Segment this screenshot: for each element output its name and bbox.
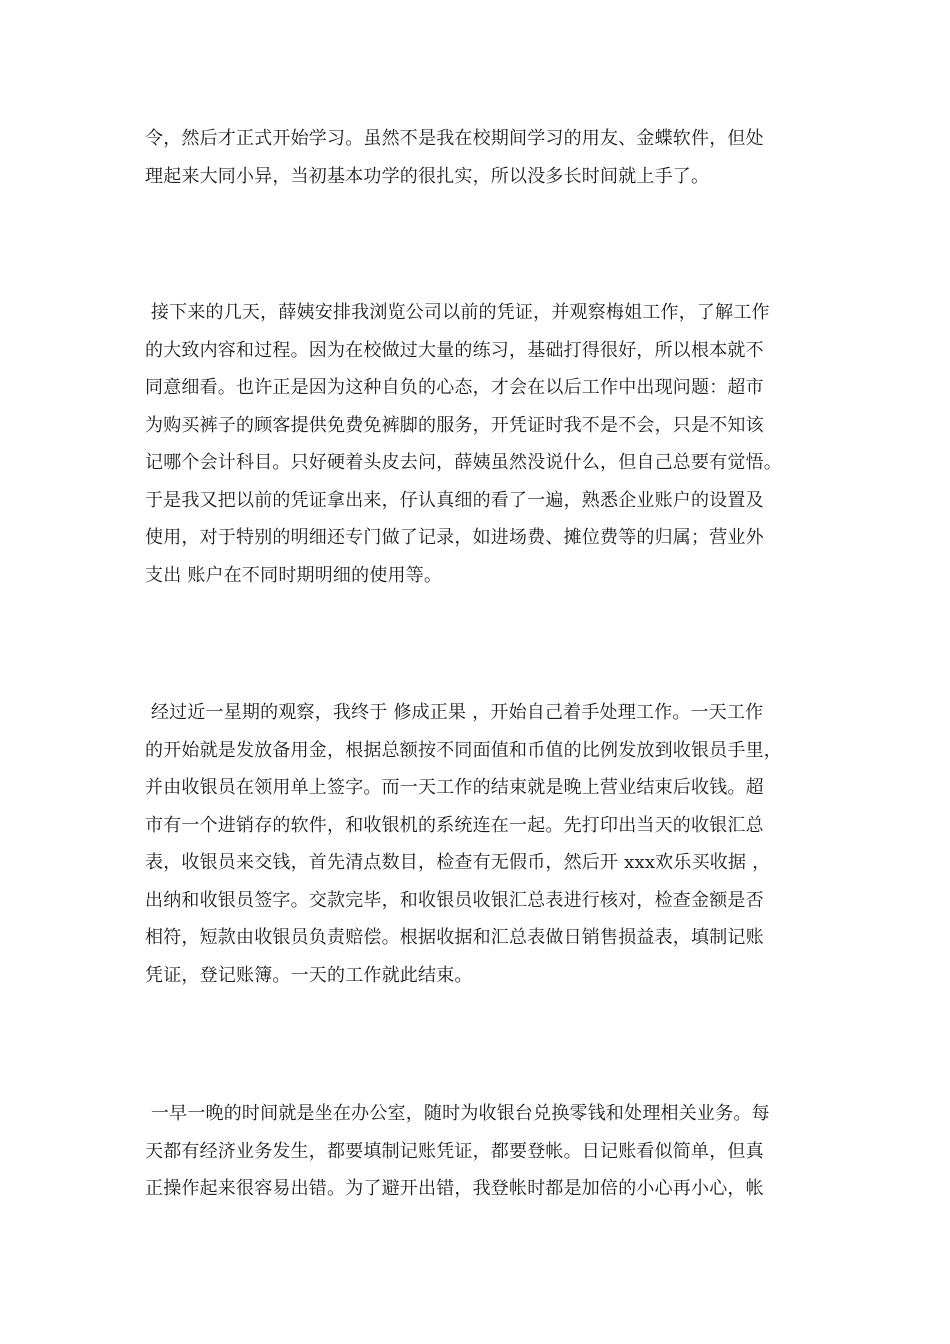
text-line: 同意细看。也许正是因为这种自负的心态，才会在以后工作中出现问题：超市 [145,377,764,398]
text-line: 令，然后才正式开始学习。虽然不是我在校期间学习的用友、金蝶软件，但处 [145,128,764,149]
text-line: 市有一个进销存的软件，和收银机的系统连在一起。先打印出当天的收银汇总 [145,814,764,836]
text-line: 一早一晚的时间就是坐在办公室，随时为收银台兑换零钱和处理相关业务。每 [145,1103,770,1124]
paragraph-4 [145,1095,815,1208]
text-line: 支出 账户在不同时期明细的使用等。 [145,564,443,586]
text-line: 理起来大同小异，当初基本功学的很扎实，所以没多长时间就上手了。 [145,165,710,187]
paragraph-2 [145,294,815,594]
text-line: 相符，短款由收银员负责赔偿。根据收据和汇总表做日销售损益表，填制记账 [145,927,764,948]
text-line: 记哪个会计科目。只好硬着头皮去问，薛姨虽然没说什么，但自己总要有觉悟。 [145,452,782,473]
text-line: 天都有经济业务发生，都要填制记账凭证，都要登帐。日记账看似简单，但真 [145,1140,764,1162]
text-line: 经过近一星期的观察，我终于 修成正果 ，开始自己着手处理工作。一天工作 [145,702,764,723]
text-line: 正操作起来很容易出错。为了避开出错，我登帐时都是加倍的小心再小心，帐 [145,1178,764,1199]
text-line: 并由收银员在领用单上签字。而一天工作的结束就是晚上营业结束后收钱。超 [145,777,764,798]
text-line: 表，收银员来交钱，首先清点数目，检查有无假币，然后开 xxx欢乐买收据 ， [145,852,771,873]
text-line: 的大致内容和过程。因为在校做过大量的练习，基础打得很好，所以根本就不 [145,339,764,361]
text-line: 的开始就是发放备用金，根据总额按不同面值和币值的比例发放到收银员手里， [145,739,782,761]
text-line: 接下来的几天，薛姨安排我浏览公司以前的凭证，并观察梅姐工作，了解工作 [145,302,770,323]
text-line: 为购买裤子的顾客提供免费免裤脚的服务，开凭证时我不是不会，只是不知该 [145,414,764,436]
paragraph-1 [145,120,815,195]
paragraph-3 [145,694,815,994]
text-line: 于是我又把以前的凭证拿出来，仔认真细的看了一遍，熟悉企业账户的设置及 [145,489,764,511]
text-line: 凭证，登记账簿。一天的工作就此结束。 [145,964,473,986]
text-line: 使用，对于特别的明细还专门做了记录，如进场费、摊位费等的归属；营业外 [145,527,764,548]
text-line: 出纳和收银员签字。交款完毕，和收银员收银汇总表进行核对，检查金额是否 [145,889,764,911]
